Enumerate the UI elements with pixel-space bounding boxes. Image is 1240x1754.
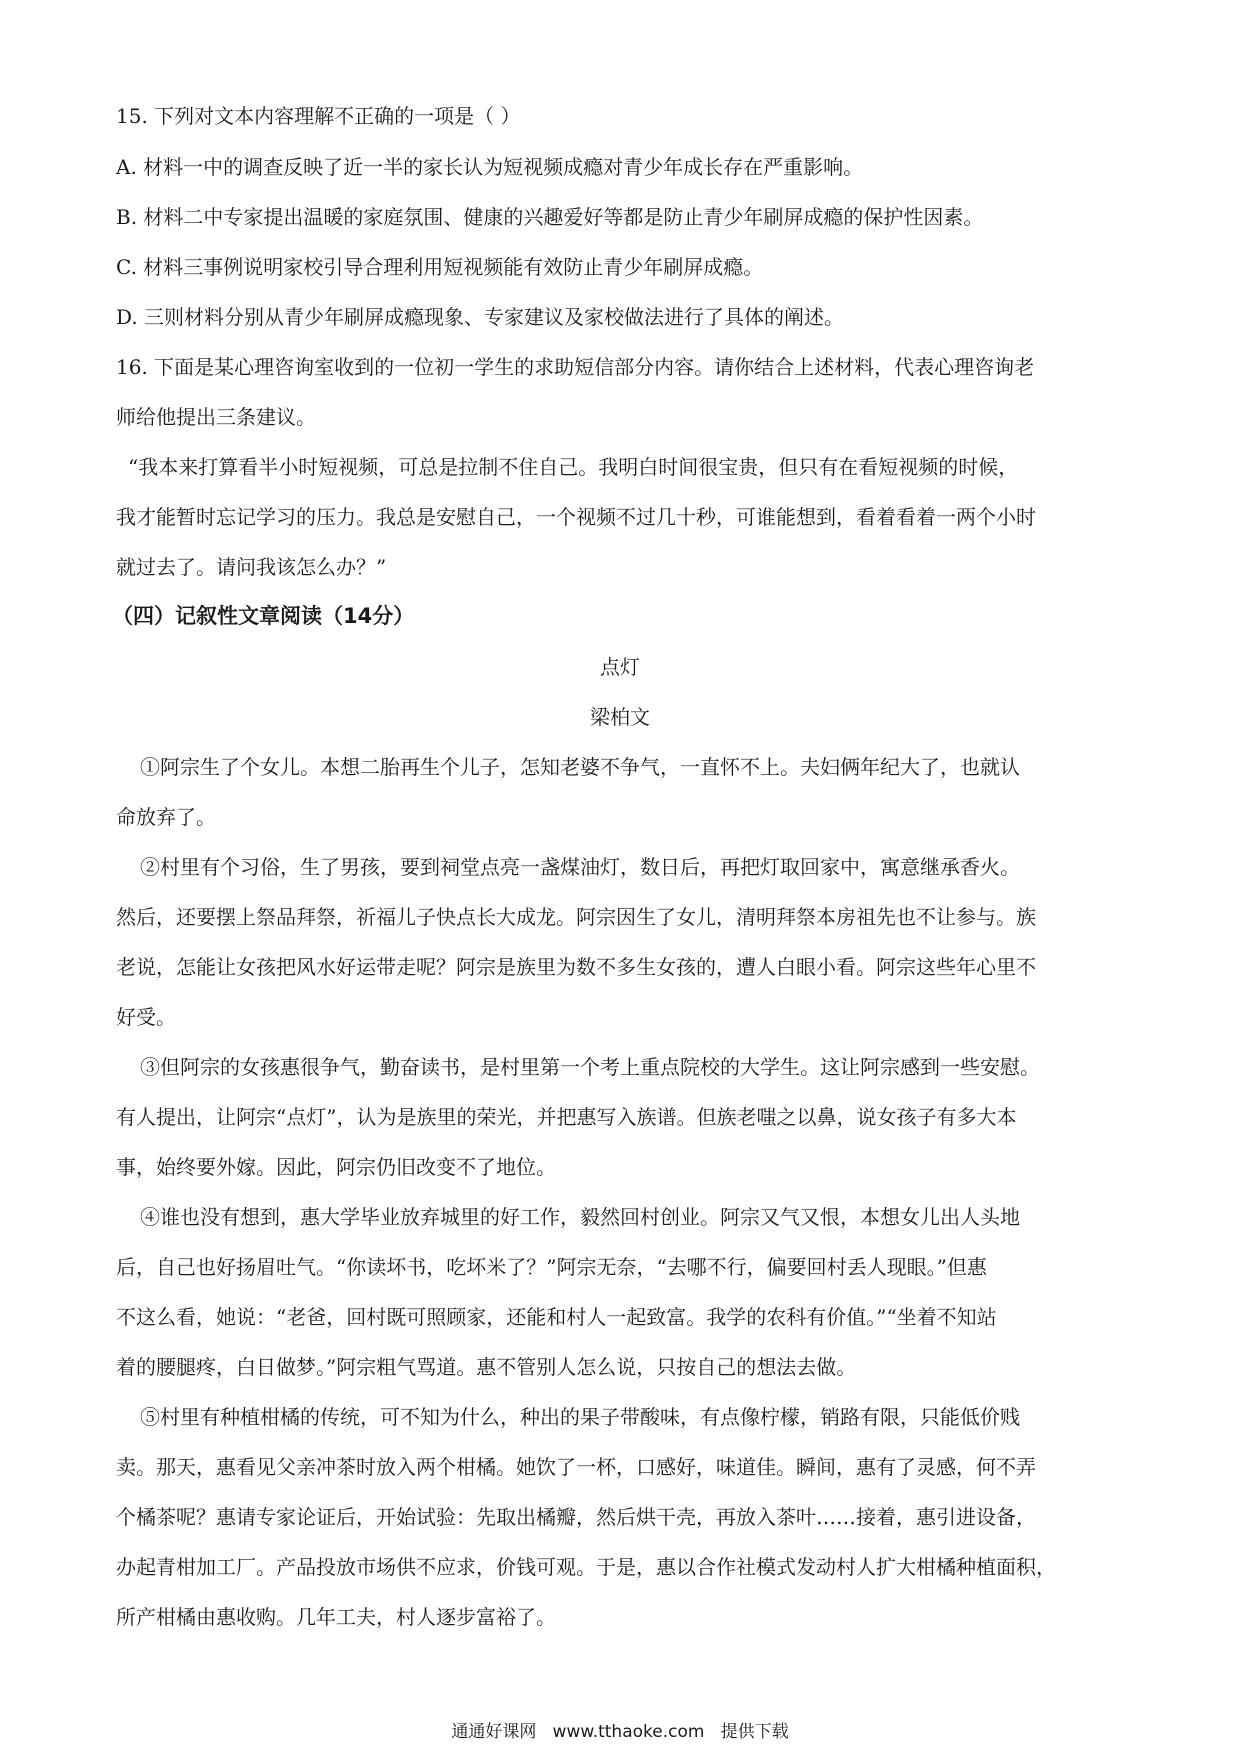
paragraph-4-line: ④谁也没有想到，惠大学毕业放弃城里的好工作，毅然回村创业。阿宗又气又恨，本想女儿出人头地: [140, 1205, 1020, 1229]
question-15-option-a: A. 材料一中的调查反映了近一半的家长认为短视频成瘾对青少年成长存在严重影响。: [116, 155, 864, 179]
footer-site-name: 通通好课网: [451, 1722, 537, 1742]
paragraph-5-line: 卖。那天，惠看见父亲冲茶时放入两个柑橘。她饮了一杯，口感好，味道佳。瞬间，惠有了灵感，何不弄: [116, 1455, 1036, 1479]
paragraph-3-line: 事，始终要外嫁。因此，阿宗仍旧改变不了地位。: [116, 1155, 556, 1179]
paragraph-3-line: ③但阿宗的女孩惠很争气，勤奋读书，是村里第一个考上重点院校的大学生。这让阿宗感到一些安慰。: [140, 1055, 1040, 1079]
student-message-line: 就过去了。请问我该怎么办？”: [116, 555, 387, 579]
paragraph-2-line: 好受。: [116, 1005, 176, 1029]
paragraph-2-line: ②村里有个习俗，生了男孩，要到祠堂点亮一盏煤油灯，数日后，再把灯取回家中，寓意继承香火。: [140, 855, 1020, 879]
paragraph-2-line: 老说，怎能让女孩把风水好运带走呢？阿宗是族里为数不多生女孩的，遭人白眼小看。阿宗这些年心里不: [116, 955, 1036, 979]
paragraph-5-line: 所产柑橘由惠收购。几年工夫，村人逐步富裕了。: [116, 1605, 556, 1629]
footer-site-link[interactable]: www.tthaoke.com: [552, 1722, 705, 1742]
paragraph-2-line: 然后，还要摆上祭品拜祭，祈福儿子快点长大成龙。阿宗因生了女儿，清明拜祭本房祖先也不让参与。族: [116, 905, 1036, 929]
section-heading: （四）记叙性文章阅读（14分）: [112, 604, 415, 628]
article-title: 点灯: [600, 655, 640, 679]
paragraph-4-line: 后，自己也好扬眉吐气。“你读坏书，吃坏米了？”阿宗无奈，“去哪不行，偏要回村丢人现眼。”但惠: [116, 1255, 987, 1279]
paragraph-4-line: 不这么看，她说：“老爸，回村既可照顾家，还能和村人一起致富。我学的农科有价值。”“坐着不知站: [116, 1305, 997, 1329]
article-author: 梁柏文: [590, 705, 650, 729]
paragraph-3-line: 有人提出，让阿宗“点灯”，认为是族里的荣光，并把惠写入族谱。但族老嗤之以鼻，说女孩子有多大本: [116, 1105, 1017, 1129]
student-message-line: “我本来打算看半小时短视频，可总是拉制不住自己。我明白时间很宝贵，但只有在看短视频的时候，: [128, 455, 1019, 479]
question-15-option-b: B. 材料二中专家提出温暖的家庭氛围、健康的兴趣爱好等都是防止青少年刷屏成瘾的保护性因素。: [116, 205, 984, 229]
footer-suffix: 提供下载: [720, 1722, 789, 1742]
question-15-option-c: C. 材料三事例说明家校引导合理利用短视频能有效防止青少年刷屏成瘾。: [116, 255, 764, 279]
paragraph-4-line: 着的腰腿疼，白日做梦。”阿宗粗气骂道。惠不管别人怎么说，只按自己的想法去做。: [116, 1355, 857, 1379]
paragraph-5-line: 个橘茶呢？惠请专家论证后，开始试验：先取出橘瓣，然后烘干壳，再放入茶叶……接着，惠引进设备，: [116, 1505, 1036, 1529]
question-15-option-d: D. 三则材料分别从青少年刷屏成瘾现象、专家建议及家校做法进行了具体的阐述。: [116, 305, 845, 329]
question-16-stem-line: 16. 下面是某心理咨询室收到的一位初一学生的求助短信部分内容。请你结合上述材料，代表心理咨询老: [116, 355, 1035, 379]
paragraph-1-line: ①阿宗生了个女儿。本想二胎再生个儿子，怎知老婆不争气，一直怀不上。夫妇俩年纪大了，也就认: [140, 755, 1020, 779]
question-16-stem-line: 师给他提出三条建议。: [116, 405, 316, 429]
student-message-line: 我才能暂时忘记学习的压力。我总是安慰自己，一个视频不过几十秒，可谁能想到，看着看着一两个小时: [116, 505, 1036, 529]
paragraph-1-line: 命放弃了。: [116, 805, 216, 829]
page-footer: [0, 1720, 1240, 1744]
paragraph-5-line: 办起青柑加工厂。产品投放市场供不应求，价钱可观。于是，惠以合作社模式发动村人扩大柑橘种植面积，: [116, 1555, 1056, 1579]
question-15-stem: 15. 下列对文本内容理解不正确的一项是（ ）: [116, 104, 521, 128]
paragraph-5-line: ⑤村里有种植柑橘的传统，可不知为什么，种出的果子带酸味，有点像柠檬，销路有限，只能低价贱: [140, 1405, 1020, 1429]
